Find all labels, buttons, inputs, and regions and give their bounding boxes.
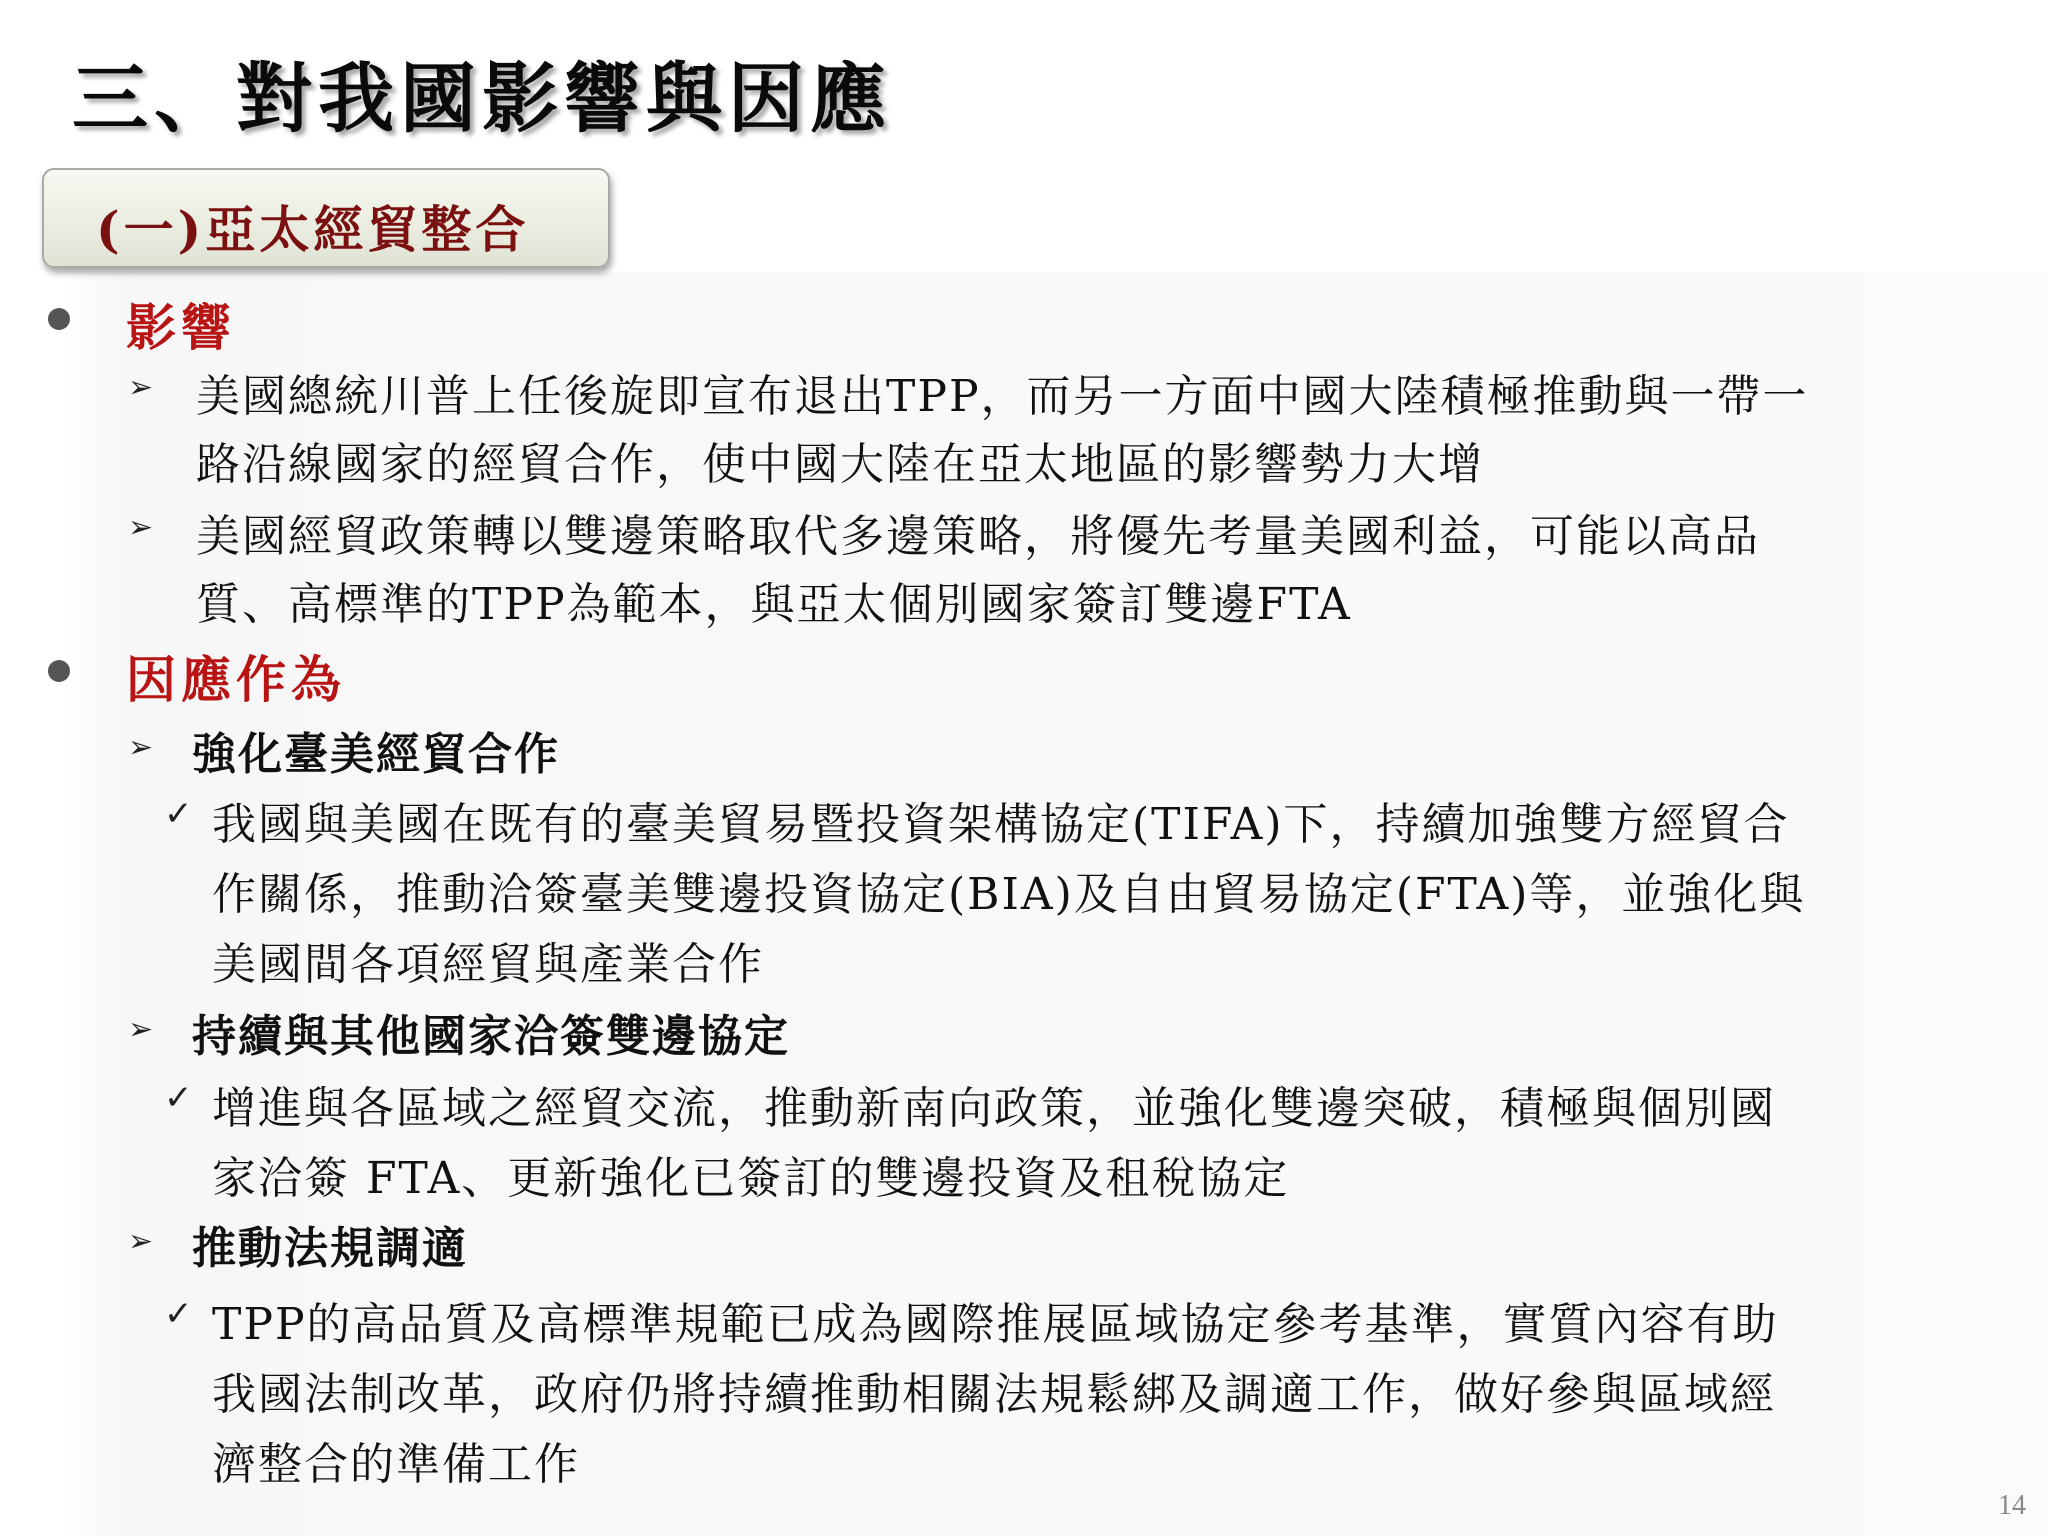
impact-bullet-icon [48,308,70,330]
response-item-1-detail-line-3: 美國間各項經貿與產業合作 [212,939,764,990]
response-item-2-detail-line-1: 增進與各區域之經貿交流，推動新南向政策，並強化雙邊突破，積極與個別國 [212,1083,1776,1134]
impact-heading: 影響 [126,298,236,357]
response-item-1-arrow-icon: ➢ [128,730,154,765]
section-label-box [42,168,610,268]
response-item-1-check-icon: ✓ [164,794,193,834]
response-bullet-icon [48,660,70,682]
impact-point-1-line-2: 路沿線國家的經貿合作，使中國大陸在亞太地區的影響勢力大增 [196,439,1484,490]
impact-point-1-line-1: 美國總統川普上任後旋即宣布退出TPP，而另一方面中國大陸積極推動與一帶一 [196,371,1809,422]
response-item-1-detail-line-2: 作關係，推動洽簽臺美雙邊投資協定(BIA)及自由貿易協定(FTA)等，並強化與 [212,869,1806,920]
response-item-1-title: 強化臺美經貿合作 [192,729,560,780]
response-item-2-title: 持續與其他國家洽簽雙邊協定 [192,1011,790,1062]
impact-point-1-arrow-icon: ➢ [128,370,154,405]
response-item-1-detail-line-1: 我國與美國在既有的臺美貿易暨投資架構協定(TIFA)下，持續加強雙方經貿合 [212,799,1790,850]
response-item-3-detail-line-2: 我國法制改革，政府仍將持續推動相關法規鬆綁及調適工作，做好參與區域經 [212,1369,1776,1420]
response-item-3-detail-line-1: TPP的高品質及高標準規範已成為國際推展區域協定參考基準，實質內容有助 [212,1299,1779,1350]
response-item-2-arrow-icon: ➢ [128,1012,154,1047]
response-item-3-arrow-icon: ➢ [128,1224,154,1259]
response-item-2-detail-line-2: 家洽簽 FTA、更新強化已簽訂的雙邊投資及租稅協定 [212,1153,1290,1204]
response-item-3-check-icon: ✓ [164,1294,193,1334]
response-item-3-detail-line-3: 濟整合的準備工作 [212,1439,580,1490]
response-item-3-title: 推動法規調適 [192,1223,468,1274]
page-title: 三、對我國影響與因應 [72,54,892,143]
impact-point-2-line-2: 質、高標準的TPP為範本，與亞太個別國家簽訂雙邊FTA [196,579,1352,630]
response-heading: 因應作為 [126,650,346,709]
impact-point-2-arrow-icon: ➢ [128,510,154,545]
section-label: (一)亞太經貿整合 [96,200,530,259]
impact-point-2-line-1: 美國經貿政策轉以雙邊策略取代多邊策略，將優先考量美國利益，可能以高品 [196,511,1760,562]
response-item-2-check-icon: ✓ [164,1078,193,1118]
page-number: 14 [1998,1490,2026,1521]
